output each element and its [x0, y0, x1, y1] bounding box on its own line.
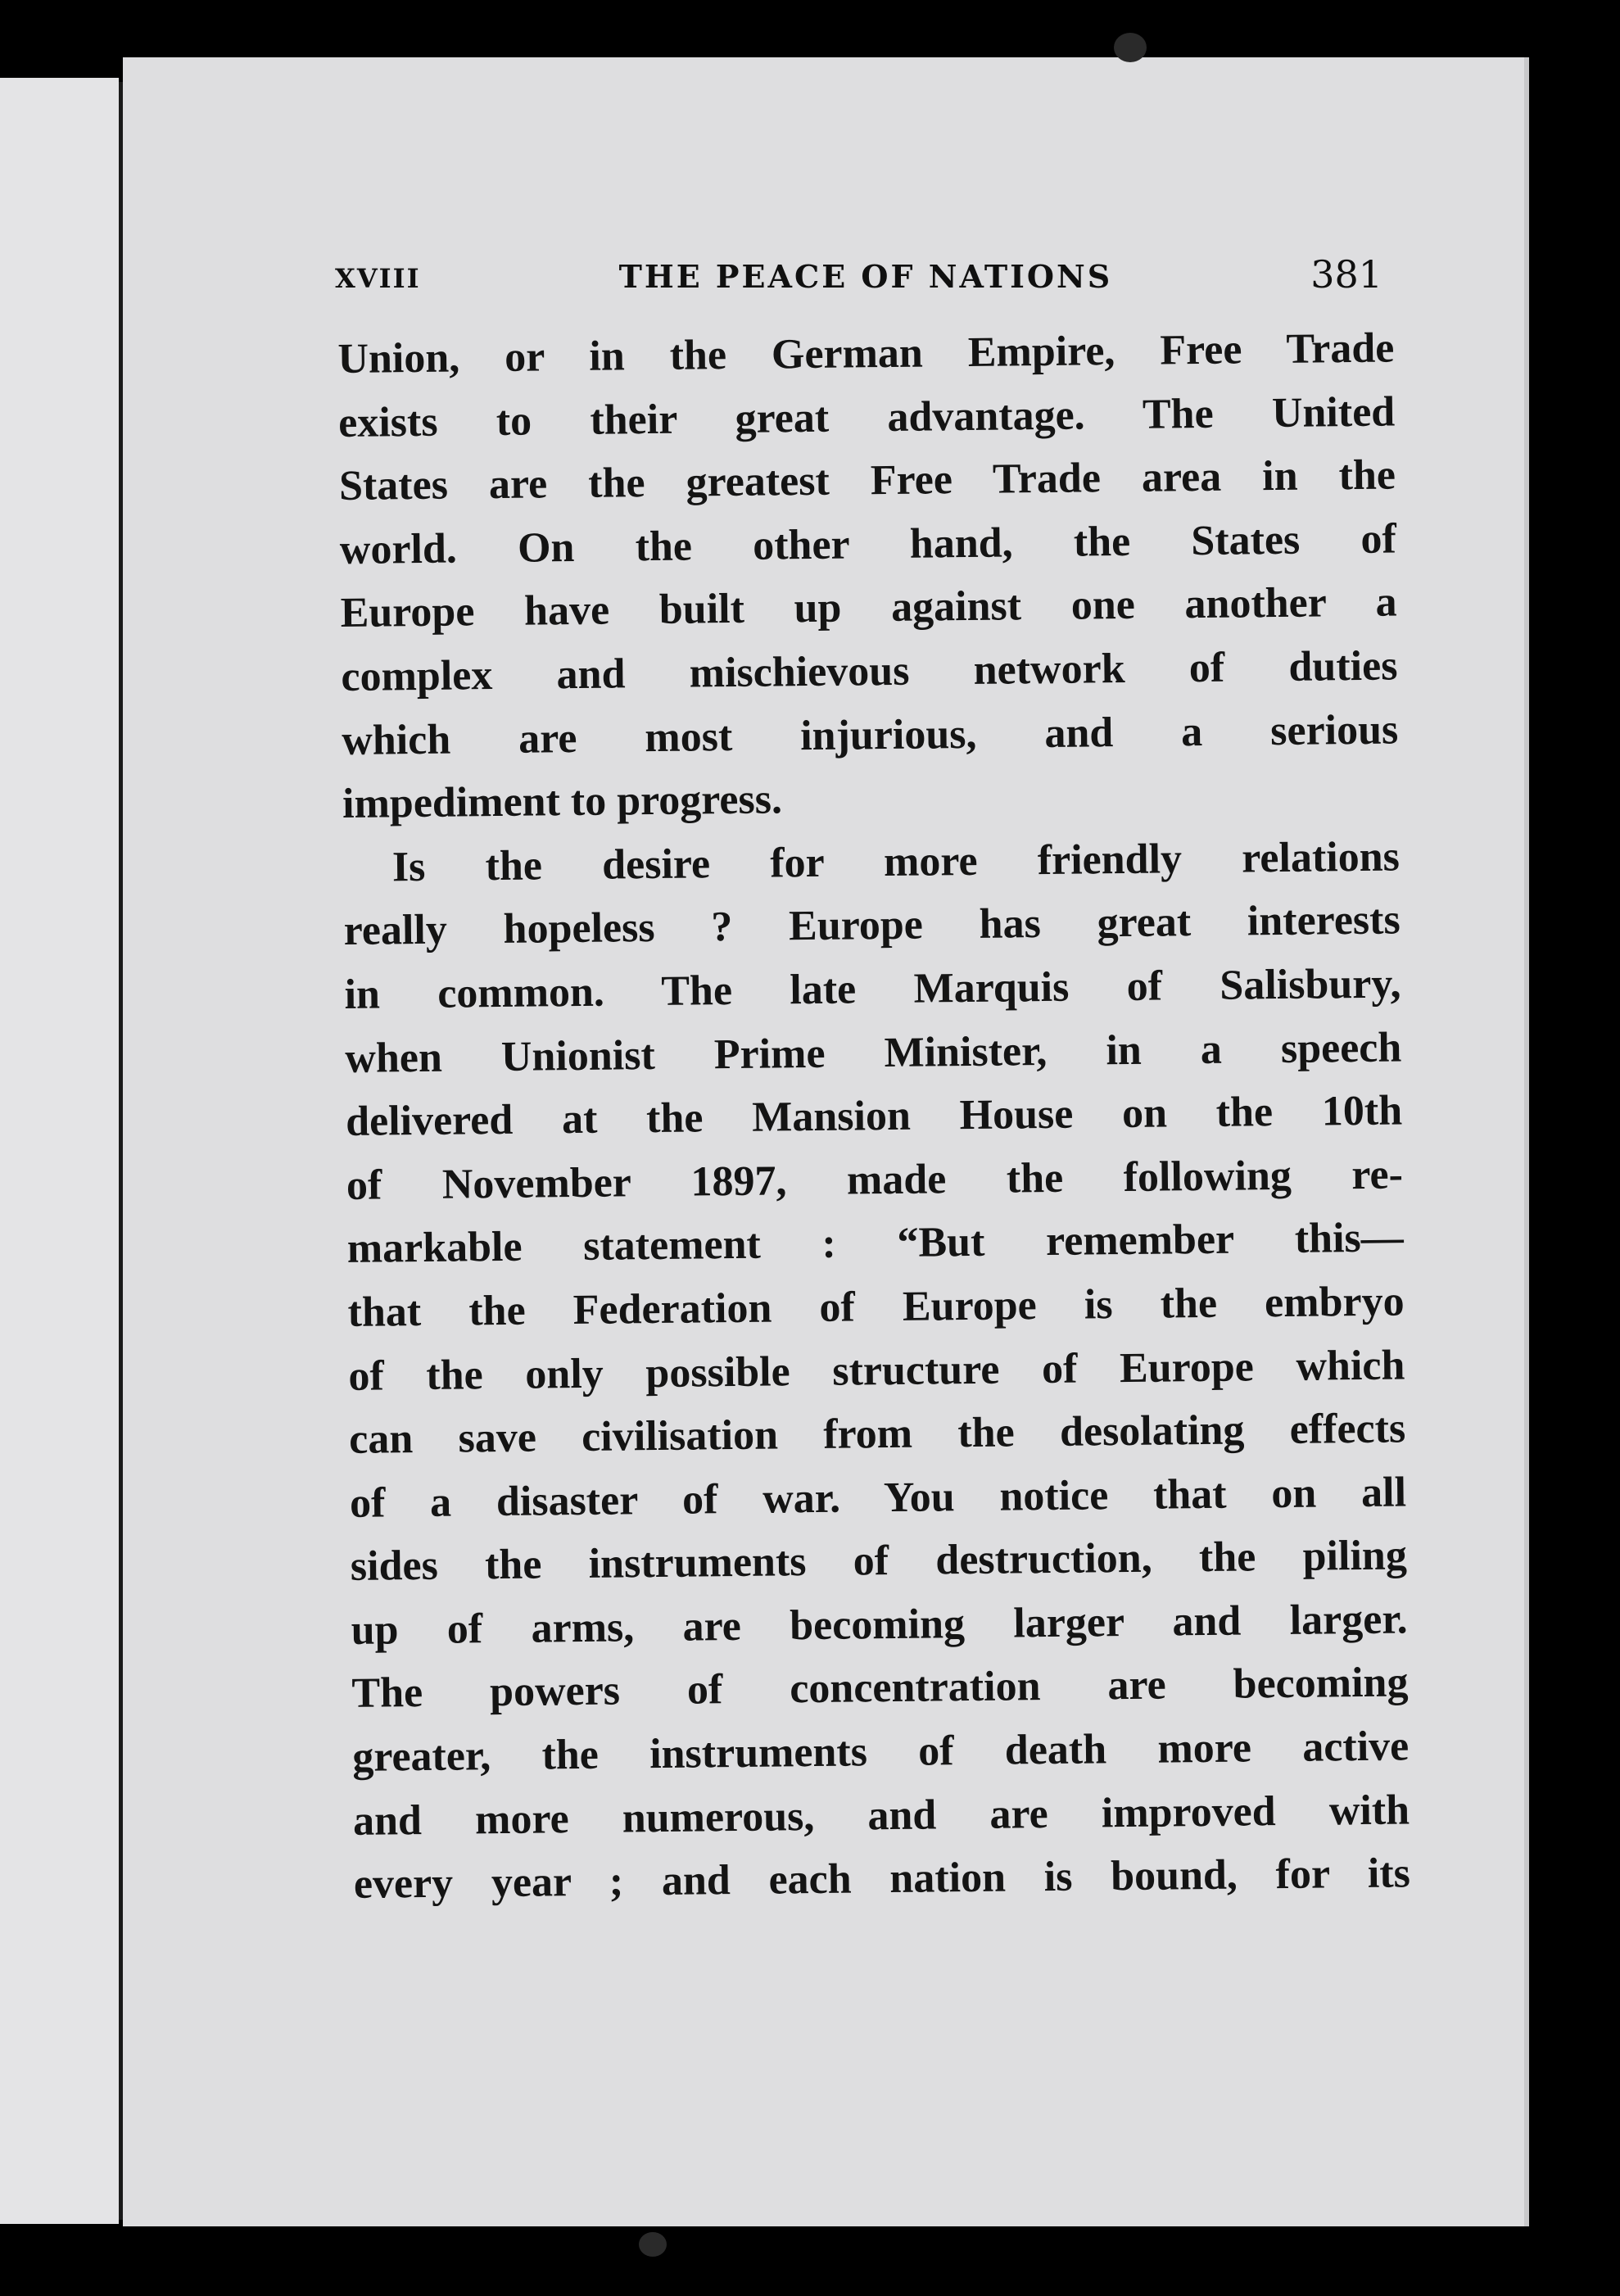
text-line: of the only possible structure of Europe which: [348, 1341, 1405, 1400]
text-line: Europe have built up against one another a: [340, 578, 1397, 637]
text-line: complex and mischievous network of duties: [341, 642, 1398, 700]
text-line: markable statement : “But remember this—: [346, 1214, 1405, 1273]
text-line: and more numerous, and are improved with: [352, 1787, 1410, 1845]
chapter-number: XVIII: [335, 263, 421, 294]
text-line: world. On the other hand, the States of: [339, 515, 1397, 573]
page-number: 381: [1310, 252, 1382, 297]
text-line: can save civilisation from the desolating effects: [348, 1405, 1406, 1464]
text-line: up of arms, are becoming larger and larger.: [351, 1596, 1408, 1654]
scan-speck: [639, 2232, 667, 2257]
running-header: [335, 252, 1382, 326]
text-line: that the Federation of Europe is the embryo: [347, 1278, 1405, 1336]
text-line: The powers of concentration are becoming: [351, 1659, 1409, 1718]
text-line: Union, or in the German Empire, Free Trade: [337, 324, 1395, 383]
text-line: delivered at the Mansion House on the 10th: [345, 1087, 1403, 1146]
text-line: States are the greatest Free Trade area in the: [338, 451, 1396, 510]
running-title: THE PEACE OF NATIONS: [618, 258, 1113, 295]
scan-speck: [1114, 33, 1147, 62]
text-line: Is the desire for more friendly relations: [391, 833, 1401, 891]
text-line: greater, the instruments of death more active: [351, 1723, 1410, 1781]
text-line: exists to their great advantage. The United: [337, 388, 1396, 446]
facing-page-edge: [0, 78, 119, 2224]
text-line: sides the instruments of destruction, the piling: [350, 1532, 1408, 1591]
text-line: in common. The late Marquis of Salisbury,: [344, 960, 1401, 1018]
text-line: impediment to progress.: [342, 776, 783, 828]
body-text: [337, 316, 1410, 1916]
text-line: really hopeless ? Europe has great interests: [343, 896, 1401, 955]
text-line: of November 1897, made the following re-: [346, 1151, 1404, 1209]
text-line: of a disaster of war. You notice that on all: [349, 1469, 1407, 1527]
text-line: which are most injurious, and a serious: [341, 706, 1399, 764]
text-line: every year ; and each nation is bound, for its: [353, 1850, 1411, 1909]
text-line: when Unionist Prime Minister, in a speech: [345, 1023, 1402, 1082]
book-page: [123, 57, 1529, 2226]
